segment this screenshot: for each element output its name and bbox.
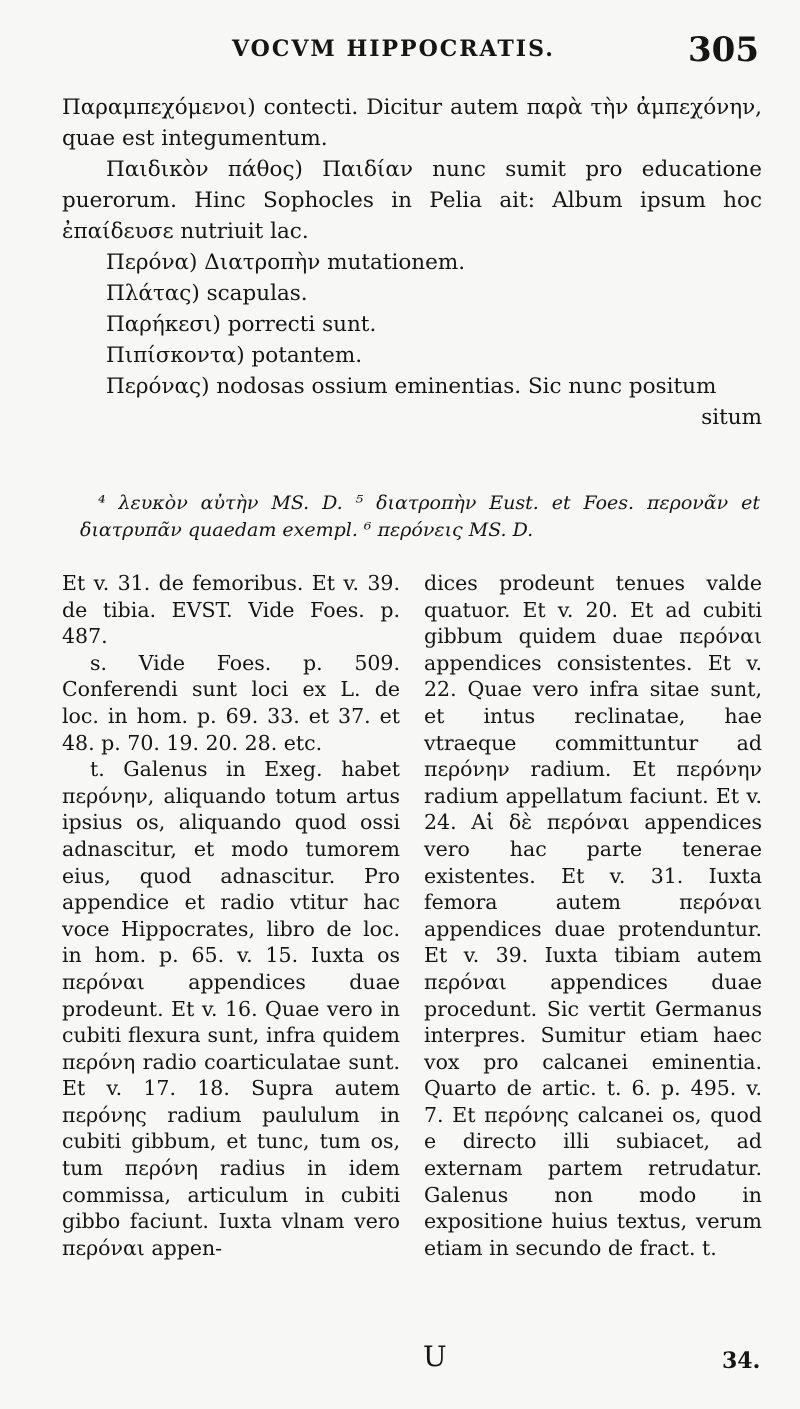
entry-peronas: Περόνας) nodosas ossium eminentias. Sic nunc positum bbox=[106, 374, 717, 399]
page-footer bbox=[0, 1340, 800, 1400]
entry-platas: Πλάτας) scapulas. bbox=[106, 281, 308, 306]
page-header bbox=[0, 30, 800, 80]
right-para-1: dices prodeunt tenues valde quatuor. Et v. 20. Et ad cubiti gibbum quidem duae περόναι appendices consistentes. Et v. 22. Quae vero infra sitae sunt, et intus reclinatae, hae vtraeque committuntur ad περόνην radium. Et περόνην radium appellatum faciunt. Et v. 24. Αἱ δὲ περόναι appendices vero hac parte tenerae existentes. Et v. 31. Iuxta femora autem περόναι appendices duae protenduntur. Et v. 39. Iuxta tibiam autem περόναι appendices duae procedunt. Sic vertit Germanus interpres. Sumitur etiam haec vox pro calcanei eminentia. Quarto de artic. t. 6. p. 495. v. 7. Et περόνης calcanei os, quod e directo illi subiacet, ad externam partem retrudatur. Galenus non modo in expositione huius textus, verum etiam in secundo de fract. t. bbox=[424, 571, 762, 1260]
footnotes bbox=[80, 490, 760, 544]
left-para-3: t. Galenus in Exeg. habet περόνην, aliquando totum artus ipsius os, aliquando quod ossi adnascitur, et modo tumorem eius, quod adnascitur. Pro appendice et radio vtitur hac voce Hippocrates, libro de loc. in hom. p. 65. v. 15. Iuxta os περόναι appendices duae prodeunt. Et v. 16. Quae vero in cubiti flexura sunt, infra quidem περόνη radio coarticulatae sunt. Et v. 17. 18. Supra autem περόνης radium paululum in cubiti gibbum, et tunc, tum os, tum περόνη radius in idem commissa, articulum in cubiti gibbo faciunt. Iuxta vlnam vero περόναι appen- bbox=[62, 757, 400, 1260]
left-para-1: Et v. 31. de femoribus. Et v. 39. de tibia. EVST. Vide Foes. p. 487. bbox=[62, 571, 400, 649]
signature-mark: U bbox=[423, 1340, 447, 1373]
running-head: VOCVM HIPPOCRATIS. bbox=[232, 36, 555, 62]
catch-line: situm bbox=[701, 405, 762, 430]
entry-perona: Περόνα) Διατροπὴν mutationem. bbox=[106, 250, 466, 275]
page-number: 305 bbox=[688, 30, 759, 70]
entry-pipiskonta: Πιπίσκοντα) potantem. bbox=[106, 343, 363, 368]
entry-paramp: Παραμπεχόμενοι) contecti. Dicitur autem παρὰ τὴν ἀμπεχόνην, quae est integumentum. bbox=[62, 95, 762, 151]
main-text bbox=[62, 92, 762, 433]
entry-paidikon: Παιδικὸν πάθος) Παιδίαν nunc sumit pro educatione puerorum. Hinc Sophocles in Pelia ait: Album ipsum hoc ἐπαίδευσε nutriuit lac. bbox=[62, 157, 762, 244]
right-column bbox=[424, 570, 762, 1261]
entry-parekesi: Παρήκεσι) porrecti sunt. bbox=[106, 312, 377, 337]
left-column bbox=[62, 570, 400, 1261]
catchword: 34. bbox=[722, 1348, 761, 1374]
commentary-columns bbox=[62, 570, 768, 1340]
left-para-2: s. Vide Foes. p. 509. Conferendi sunt loci ex L. de loc. in hom. p. 69. 33. et 37. et 48. p. 70. 19. 20. 28. etc. bbox=[62, 650, 400, 755]
footnote-text: ⁴ λευκὸν αὐτὴν MS. D. ⁵ διατροπὴν Eust. et Foes. περονᾶν et διατρυπᾶν quaedam exempl. ⁶ περόνεις MS. D. bbox=[80, 492, 760, 541]
